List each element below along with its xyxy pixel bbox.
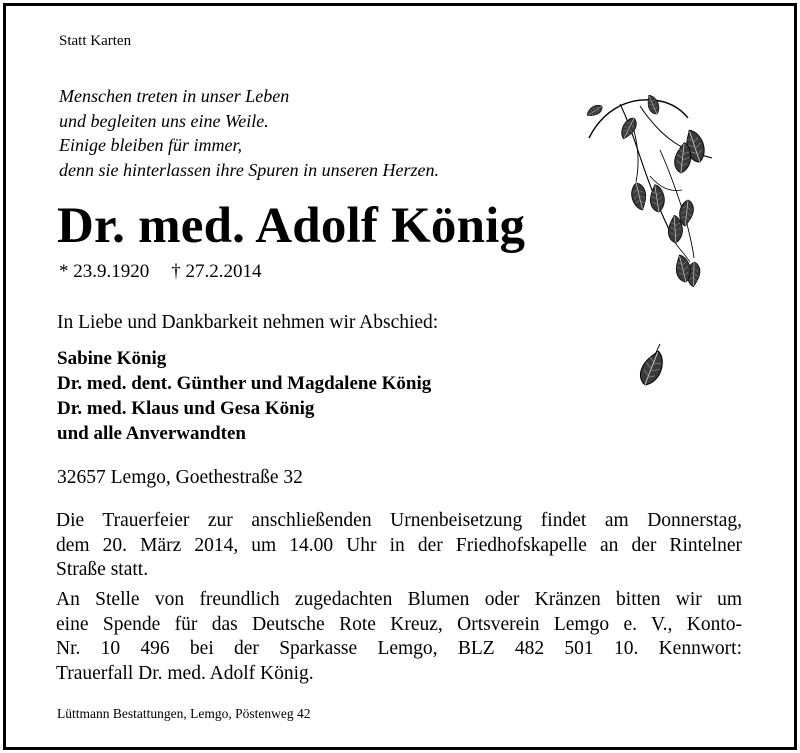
poem-line: Einige bleiben für immer, — [59, 135, 242, 155]
farewell-text: In Liebe und Dankbarkeit nehmen wir Abschied: — [57, 312, 439, 333]
address: 32657 Lemgo, Goethestraße 32 — [57, 467, 303, 488]
mourner-entry: und alle Anverwandten — [57, 423, 246, 444]
ceremony-line: Die Trauerfeier zur anschließenden Urnenbeisetzung findet am Donnerstag, — [56, 510, 742, 531]
donation-line: Nr. 10 496 bei der Sparkasse Lemgo, BLZ 482 501 10. Kennwort: — [56, 638, 742, 659]
mourner-entry: Sabine König — [57, 348, 167, 369]
ceremony-line: dem 20. März 2014, um 14.00 Uhr in der Friedhofskapelle an der Rintelner — [56, 534, 742, 556]
donation-paragraph — [56, 588, 742, 686]
mourners-list — [57, 346, 431, 446]
death-date: † 27.2.2014 — [171, 261, 262, 282]
ceremony-line: Straße statt. — [56, 559, 149, 580]
ceremony-paragraph — [56, 509, 742, 583]
donation-line: An Stelle von freundlich zugedachten Blumen oder Kränzen bitten wir um — [56, 589, 742, 610]
poem-line: Menschen treten in unser Leben — [59, 86, 290, 106]
life-dates — [59, 261, 262, 283]
donation-line: Trauerfall Dr. med. Adolf König. — [56, 662, 314, 684]
mourner-entry: Dr. med. dent. Günther und Magdalene König — [57, 373, 432, 394]
poem-line: und begleiten uns eine Weile. — [59, 110, 269, 131]
mourner-entry: Dr. med. Klaus und Gesa König — [57, 398, 315, 419]
poem-line: denn sie hinterlassen ihre Spuren in unseren Herzen. — [59, 159, 439, 180]
deceased-name: Dr. med. Adolf König — [57, 198, 526, 254]
birth-date: * 23.9.1920 — [59, 261, 150, 282]
funeral-home-footer: Lüttmann Bestattungen, Lemgo, Pöstenweg 42 — [57, 706, 311, 721]
statt-karten-header: Statt Karten — [59, 33, 132, 49]
donation-line: eine Spende für das Deutsche Rote Kreuz, Ortsverein Lemgo e. V., Konto- — [56, 613, 742, 635]
poem — [59, 84, 439, 182]
